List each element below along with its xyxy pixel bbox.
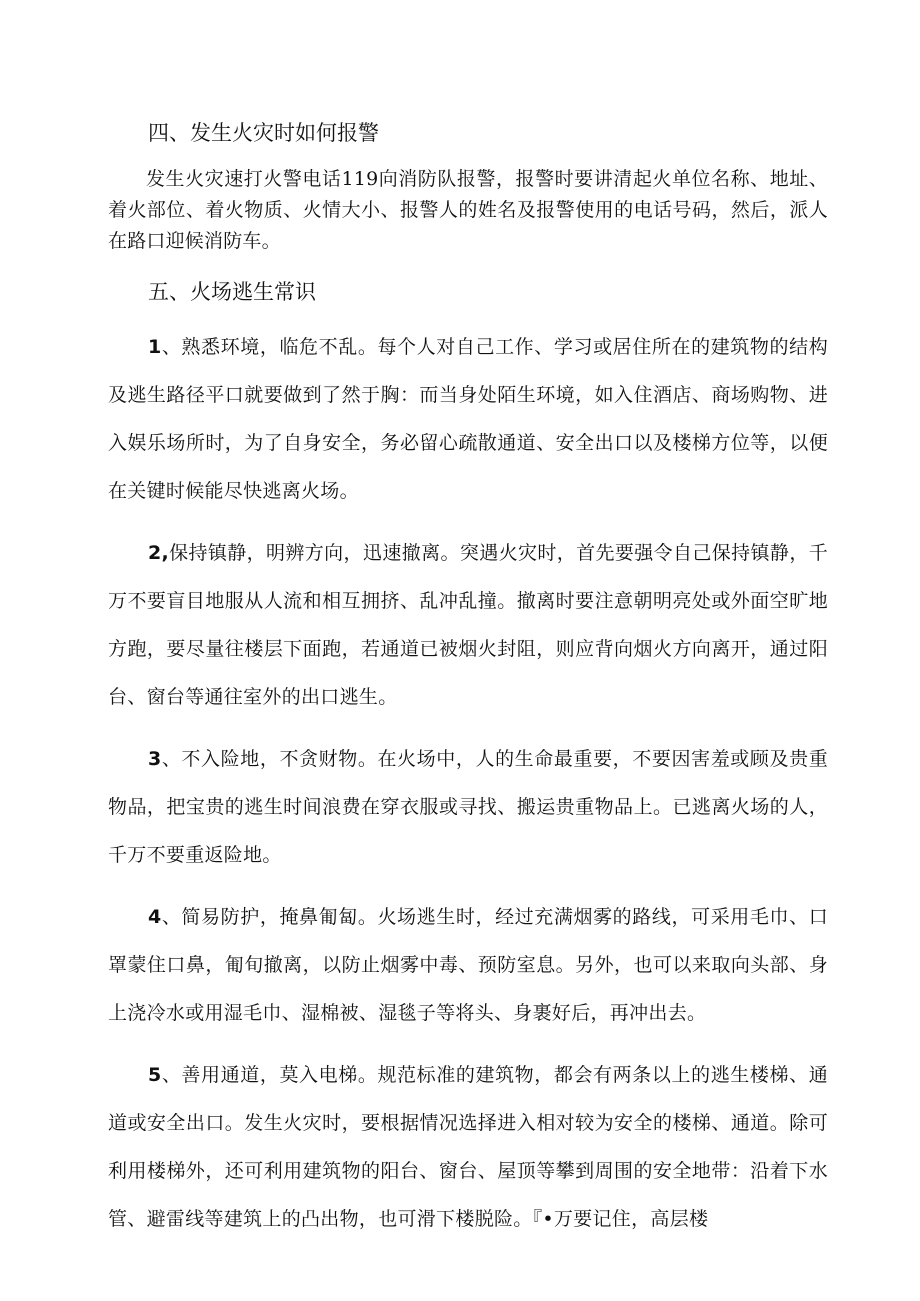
escape-item-4 <box>108 893 828 1037</box>
escape-item-text: 、熟悉环境，临危不乱。每个人对自己工作、学习或居住所在的建筑物的结构及逃生路径平口就要做到了然于胸：而当身处陌生环境，如入住酒店、商场购物、进入娱乐场所时，为了自身安全，务必留心疏散通道、安全出口以及楼梯方位等，以便在关键时候能尽快逃离火场。 <box>108 336 828 502</box>
escape-item-text: 、不入险地，不贪财物。在火场中，人的生命最重要，不要因害羞或顾及贵重物品，把宝贵的逃生时间浪费在穿衣服或寻找、搬运贵重物品上。已逃离火场的人，千万不要重返险地。 <box>108 748 828 866</box>
escape-item-text: 、简易防护，掩鼻匍匐。火场逃生时，经过充满烟雾的路线，可采用毛巾、口罩蒙住口鼻，匍旬撤离，以防止烟雾中毒、预防室息。另外，也可以来取向头部、身上浇冷水或用湿毛巾、湿棉被、湿毯子等将头、身裹好后，再冲出去。 <box>108 906 828 1024</box>
escape-item-2 <box>108 529 828 721</box>
escape-item-text: 保持镇静，明辨方向，迅速撤离。突遇火灾时，首先要强令自己保持镇静，千万不要盲目地服从人流和相互拥挤、乱冲乱撞。撤离时要注意朝明亮处或外面空旷地方跑，要尽量往楼层下面跑，若通道已被烟火封阻，则应背向烟火方向离开，通过阳台、窗台等通往室外的出口逃生。 <box>108 542 828 708</box>
escape-item-3 <box>108 735 828 879</box>
escape-item-5 <box>108 1051 828 1243</box>
escape-item-number: 3 <box>148 748 162 770</box>
section-heading-fire-report: 四、发生火灾时如何报警 <box>148 121 379 145</box>
escape-item-number: 1 <box>148 336 162 358</box>
escape-item-1 <box>108 323 828 515</box>
escape-item-number: 2, <box>148 542 170 564</box>
escape-item-number: 5 <box>148 1064 162 1086</box>
section-body-fire-report: 发生火灾速打火警电话119向消防队报警，报警时要讲清起火单位名称、地址、着火部位、着火物质、火情大小、报警人的姓名及报警使用的电话号码，然后，派人在路口迎候消防车。 <box>108 168 828 252</box>
section-heading-escape: 五、火场逃生常识 <box>148 280 316 304</box>
escape-item-number: 4 <box>148 906 162 928</box>
escape-item-text: 、善用通道，莫入电梯。规范标准的建筑物，都会有两条以上的逃生楼梯、通道或安全出口。发生火灾时，要根据情况选择进入相对较为安全的楼梯、通道。除可利用楼梯外，还可利用建筑物的阳台、窗台、屋顶等攀到周围的安全地带：沿着下水管、避雷线等建筑上的凸出物，也可滑下楼脱险。『•万要记住，高层楼 <box>108 1064 828 1230</box>
